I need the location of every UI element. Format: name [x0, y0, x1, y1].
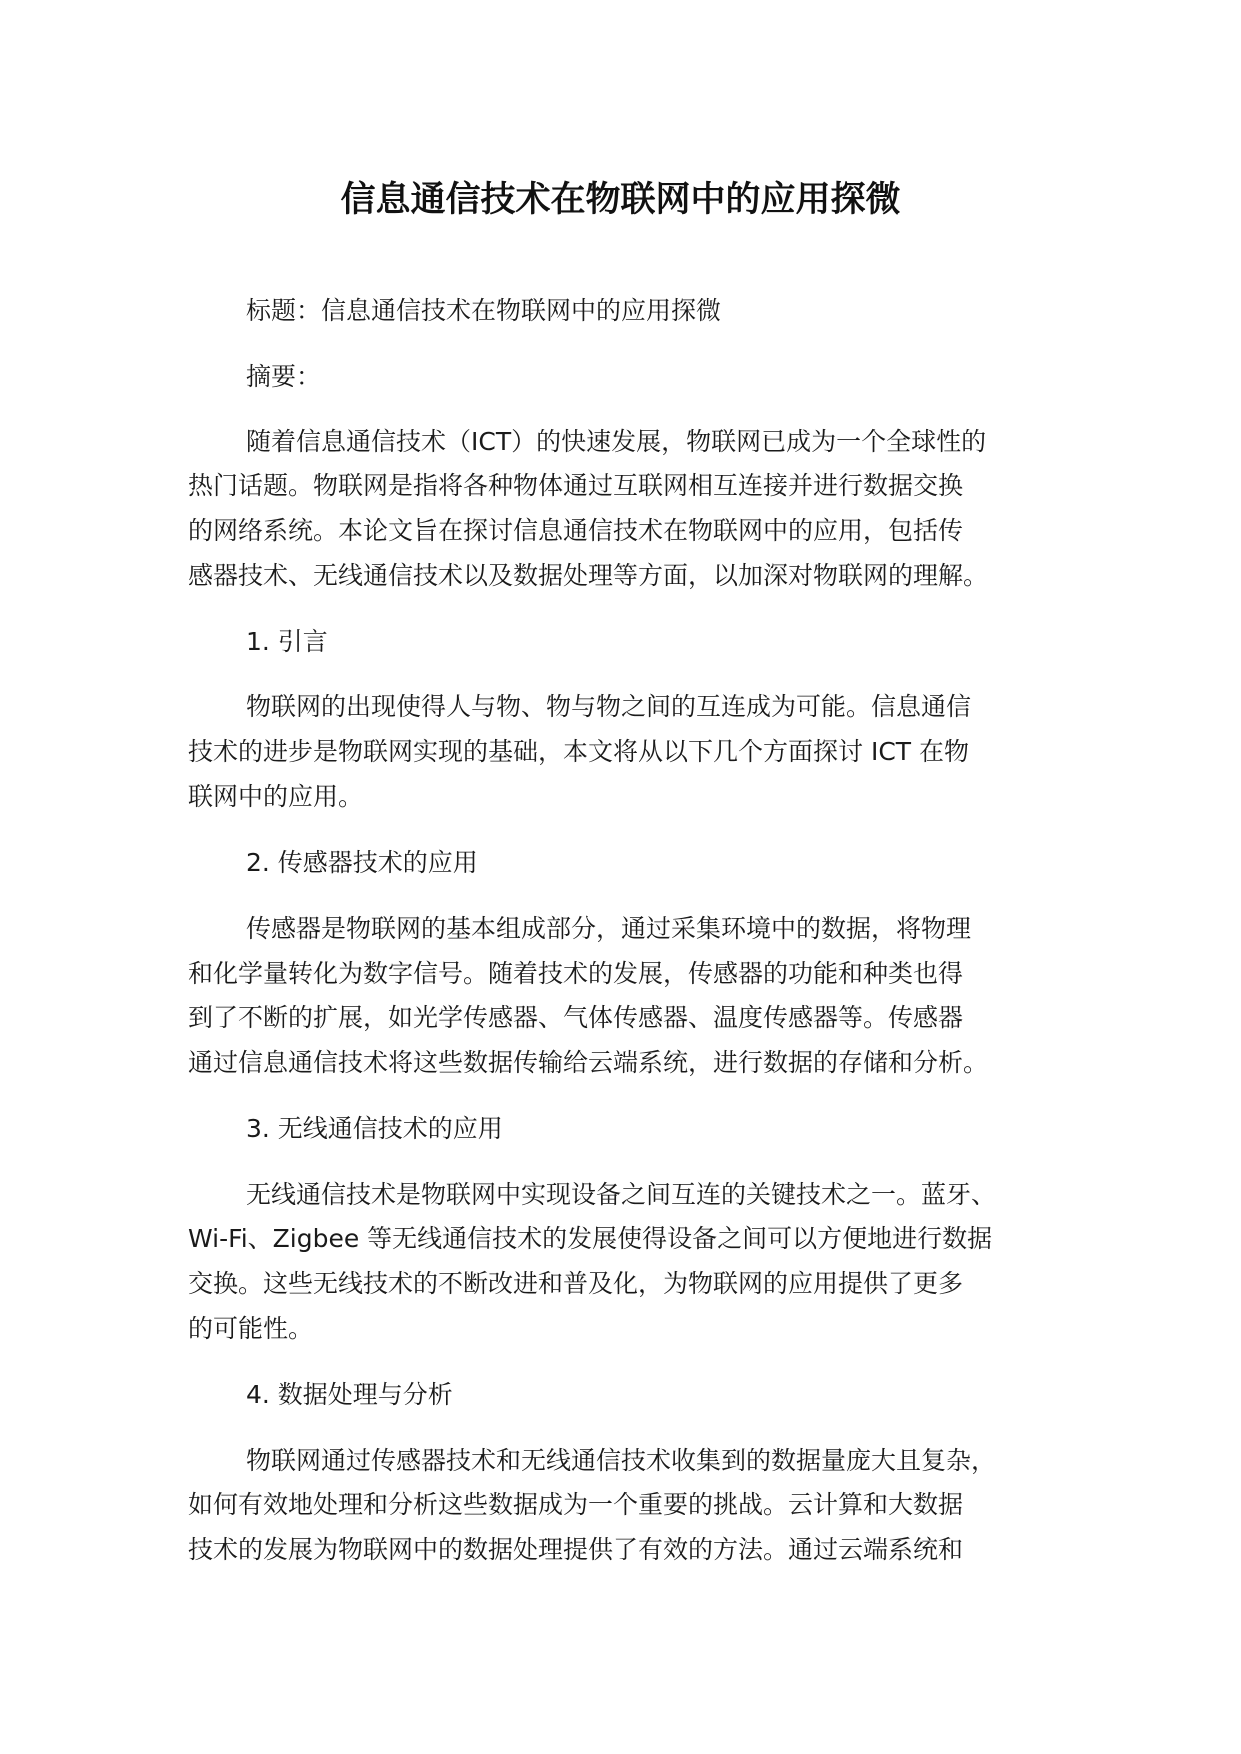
paragraph-line: 联网中的应用。	[188, 782, 364, 811]
paragraph-line: 和化学量转化为数字信号。随着技术的发展，传感器的功能和种类也得	[188, 959, 964, 988]
paragraph-line: 物联网通过传感器技术和无线通信技术收集到的数据量庞大且复杂，	[246, 1446, 997, 1475]
paragraph-line: 技术的发展为物联网中的数据处理提供了有效的方法。通过云端系统和	[188, 1535, 964, 1564]
section-heading: 3. 无线通信技术的应用	[246, 1114, 503, 1143]
section-heading: 2. 传感器技术的应用	[246, 848, 478, 877]
paragraph-line: 无线通信技术是物联网中实现设备之间互连的关键技术之一。蓝牙、	[246, 1180, 997, 1209]
paragraph-line: Wi-Fi、Zigbee 等无线通信技术的发展使得设备之间可以方便地进行数据	[188, 1224, 993, 1253]
paragraph-line: 物联网的出现使得人与物、物与物之间的互连成为可能。信息通信	[246, 692, 972, 721]
abstract-line: 的网络系统。本论文旨在探讨信息通信技术在物联网中的应用，包括传	[188, 516, 964, 545]
paragraph-line: 通过信息通信技术将这些数据传输给云端系统，进行数据的存储和分析。	[188, 1048, 989, 1077]
section-heading: 4. 数据处理与分析	[246, 1380, 453, 1409]
abstract-line: 感器技术、无线通信技术以及数据处理等方面，以加深对物联网的理解。	[188, 561, 989, 590]
document-title: 信息通信技术在物联网中的应用探微	[340, 180, 901, 220]
section-heading: 1. 引言	[246, 627, 328, 656]
paragraph-line: 技术的进步是物联网实现的基础，本文将从以下几个方面探讨 ICT 在物	[188, 737, 969, 766]
abstract-line: 随着信息通信技术（ICT）的快速发展，物联网已成为一个全球性的	[246, 427, 987, 456]
paragraph-line: 如何有效地处理和分析这些数据成为一个重要的挑战。云计算和大数据	[188, 1490, 964, 1519]
paragraph-line: 的可能性。	[188, 1314, 314, 1343]
paragraph-line: 到了不断的扩展，如光学传感器、气体传感器、温度传感器等。传感器	[188, 1003, 964, 1032]
paragraph-line: 传感器是物联网的基本组成部分，通过采集环境中的数据，将物理	[246, 914, 972, 943]
abstract-line: 热门话题。物联网是指将各种物体通过互联网相互连接并进行数据交换	[188, 471, 964, 500]
title-line: 标题：信息通信技术在物联网中的应用探微	[246, 296, 722, 325]
abstract-label: 摘要：	[246, 362, 322, 391]
paragraph-line: 交换。这些无线技术的不断改进和普及化，为物联网的应用提供了更多	[188, 1269, 964, 1298]
